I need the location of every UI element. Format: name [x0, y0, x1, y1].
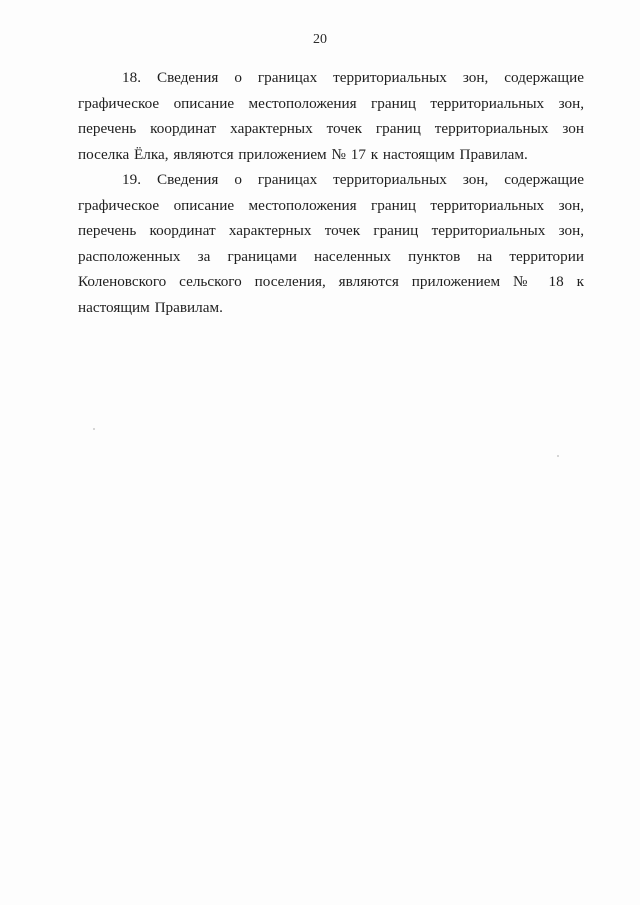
scan-speck [93, 428, 95, 430]
scan-speck [557, 455, 559, 457]
document-body [78, 65, 584, 320]
page-number: 20 [313, 32, 327, 47]
paragraph-18: 18. Сведения о границах территориальных зон, содержащие графическое описание местоположения границ территориальных зон, перечень координат характерных точек границ территориальных зон поселка Ёлка, являются приложением № 17 к настоящим Правилам. [78, 69, 584, 163]
paragraph-19: 19. Сведения о границах территориальных зон, содержащие графическое описание местоположения границ территориальных зон, перечень координат характерных точек границ территориальных зон, расположенных за границами населенных пунктов на территории Коленовского сельского поселения, являются приложением № 18 к настоящим Правилам. [78, 171, 584, 316]
